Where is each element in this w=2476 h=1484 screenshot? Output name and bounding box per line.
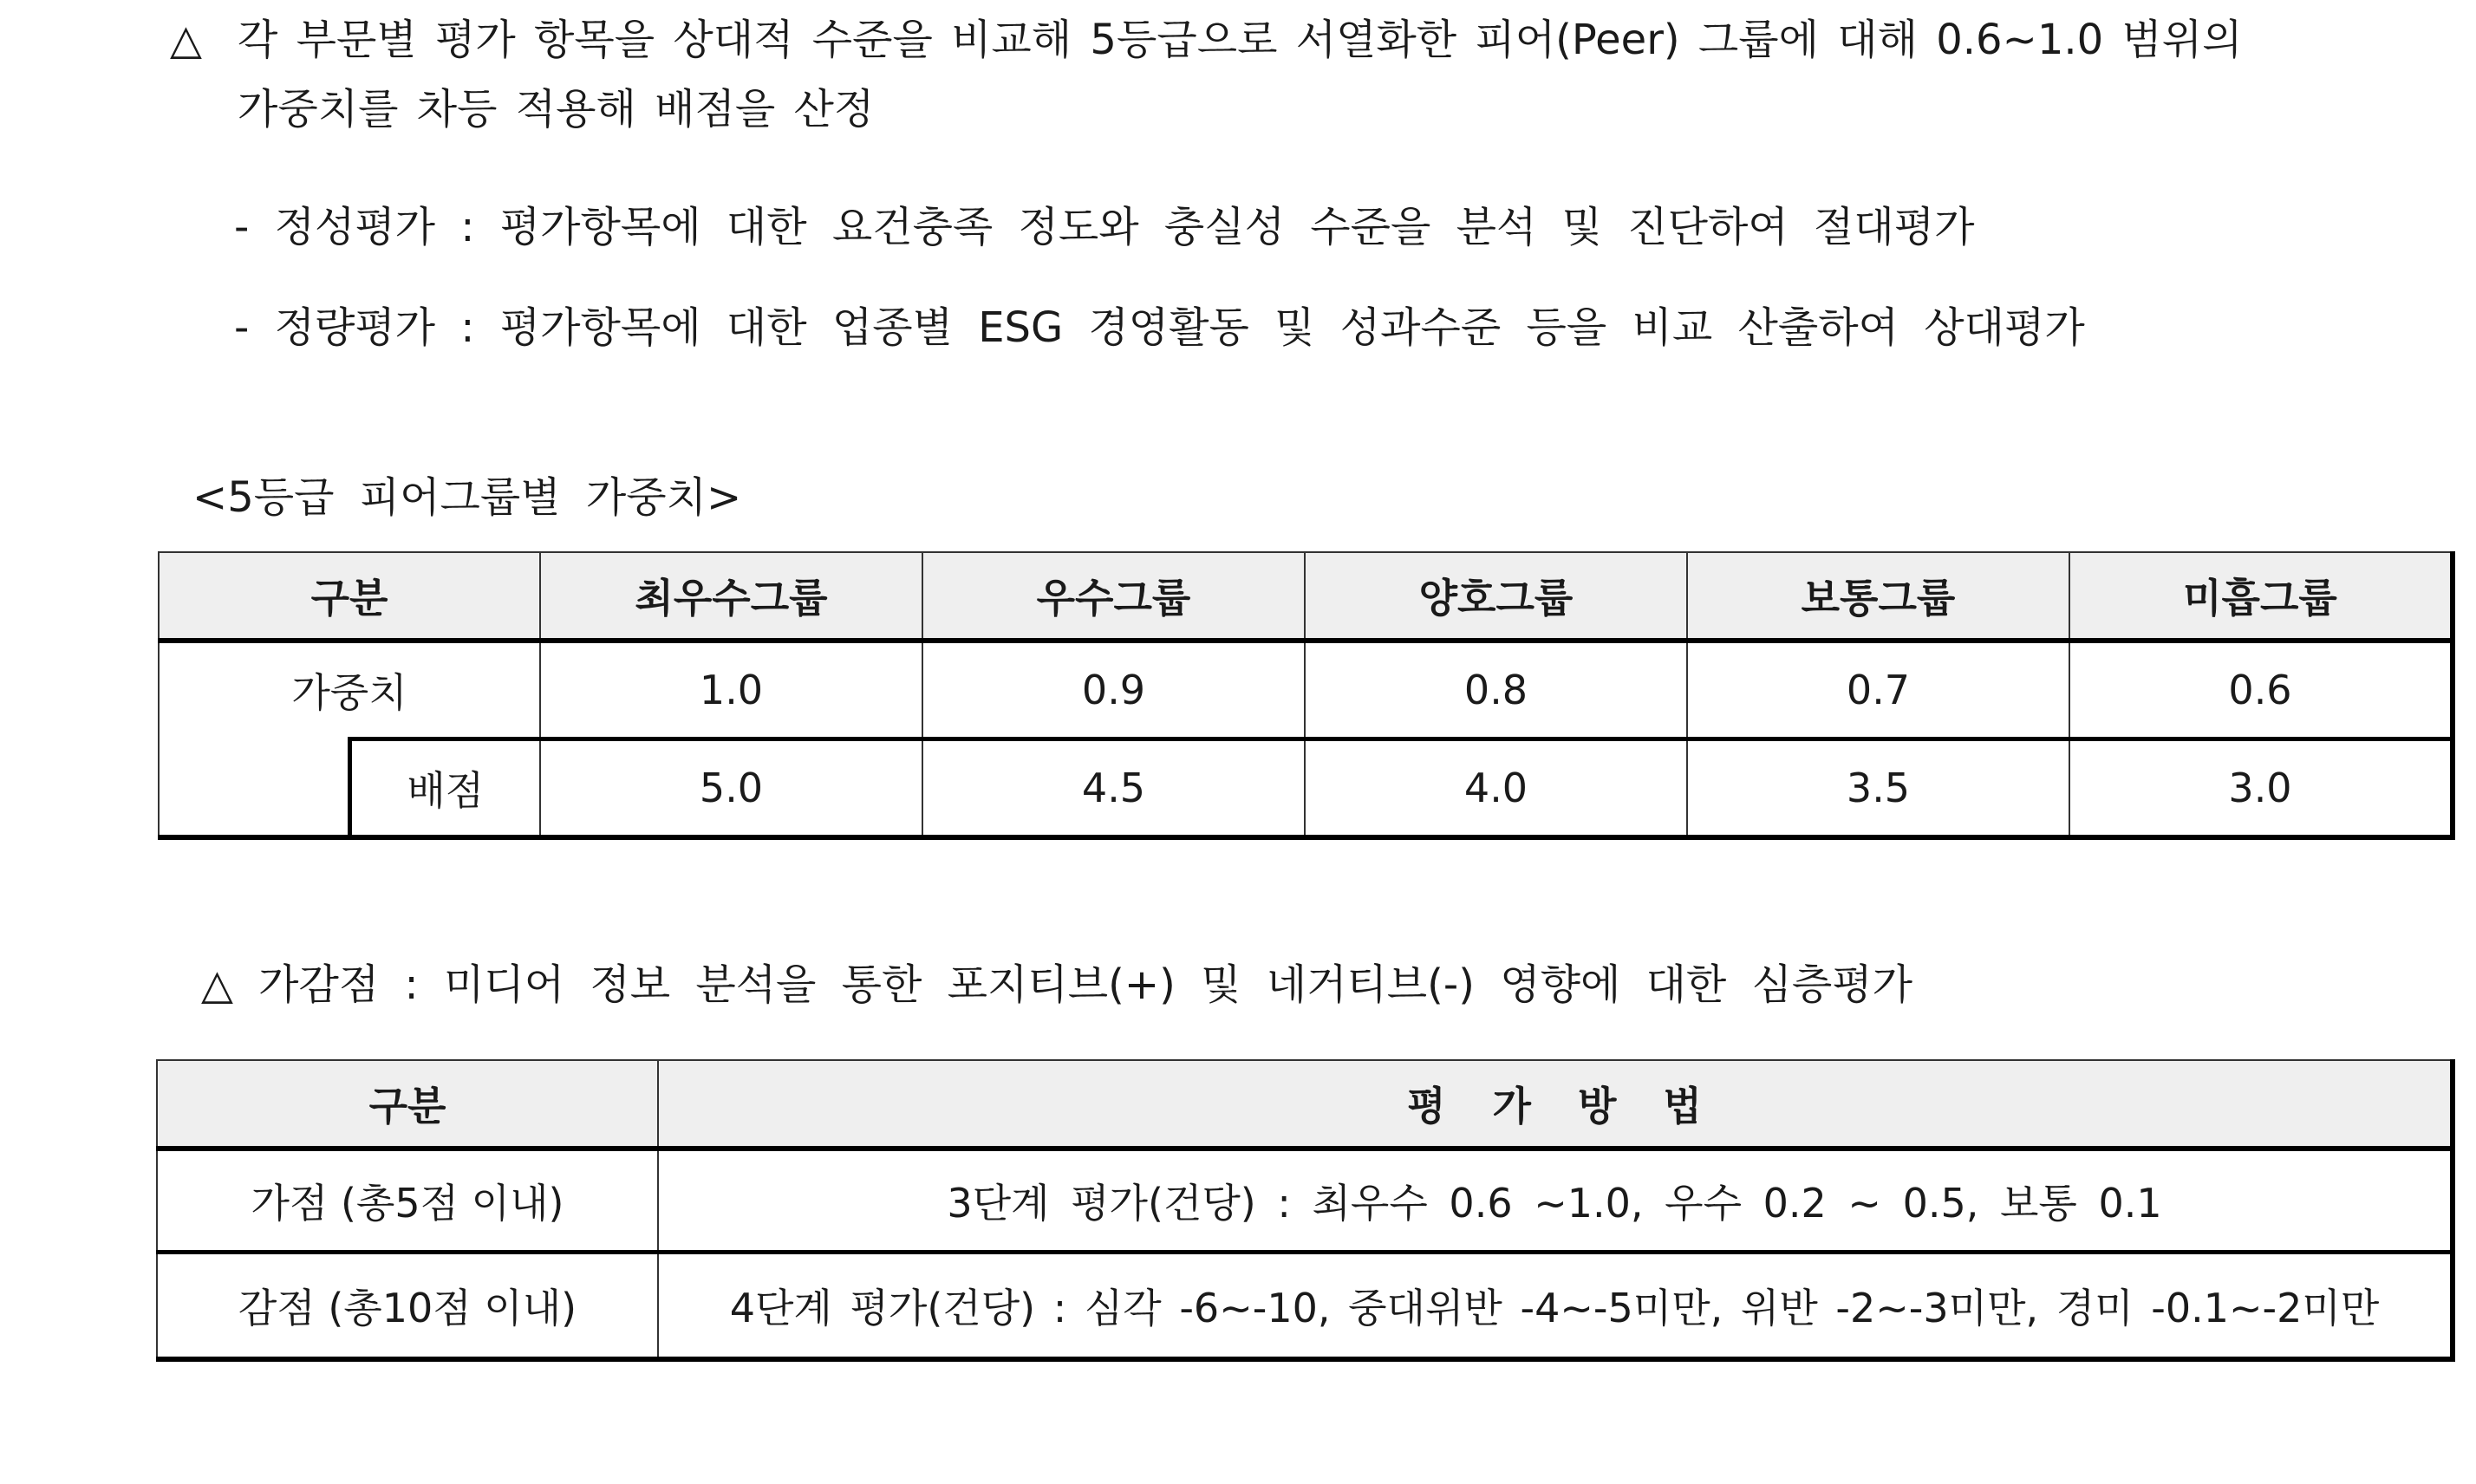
triangle-bullet-icon: △ [170, 16, 202, 64]
adjust-header-category: 구분 [157, 1060, 658, 1149]
blank-cell [159, 739, 349, 838]
header-best-group: 최우수그룹 [540, 552, 922, 641]
score-cell: 4.0 [1305, 739, 1687, 838]
score-cell: 3.0 [2069, 739, 2453, 838]
weight-label: 가중치 [159, 641, 540, 739]
weight-cell: 0.7 [1687, 641, 2069, 739]
definition-quantitative: - 정량평가 : 평가항목에 대한 업종별 ESG 경영활동 및 성과수준 등을 비교 산출하여 상대평가 [234, 303, 2085, 352]
weight-table-caption: <5등급 피어그룹별 가중치> [192, 473, 742, 522]
bonus-label: 가점 (총5점 이내) [157, 1149, 658, 1253]
intro-line-1: 각 부문별 평가 항목을 상대적 수준을 비교해 5등급으로 서열화한 피어(Peer) 그룹에 대해 0.6~1.0 범위의 [238, 16, 2243, 64]
score-cell: 5.0 [540, 739, 922, 838]
header-poor-group: 미흡그룹 [2069, 552, 2453, 641]
weight-row [159, 641, 2453, 739]
intro-paragraph [170, 5, 2389, 144]
weight-cell: 0.8 [1305, 641, 1687, 739]
weight-cell: 1.0 [540, 641, 922, 739]
score-cell: 4.5 [922, 739, 1305, 838]
weight-table-header-row [159, 552, 2453, 641]
score-cell: 3.5 [1687, 739, 2069, 838]
adjust-header-method [658, 1060, 2453, 1149]
score-label: 배점 [349, 739, 540, 838]
bonus-method: 3단계 평가(건당) : 최우수 0.6 ~1.0, 우수 0.2 ~ 0.5, 보통 0.1 [658, 1149, 2453, 1253]
penalty-row [157, 1253, 2453, 1360]
definition-qualitative: - 정성평가 : 평가항목에 대한 요건충족 정도와 충실성 수준을 분석 및 진단하여 절대평가 [234, 203, 1975, 251]
weight-cell: 0.6 [2069, 641, 2453, 739]
header-average-group: 보통그룹 [1687, 552, 2069, 641]
penalty-method: 4단계 평가(건당) : 심각 -6~-10, 중대위반 -4~-5미만, 위반 -2~-3미만, 경미 -0.1~-2미만 [658, 1253, 2453, 1360]
intro-line-2: 가중치를 차등 적용해 배점을 산정 [238, 85, 875, 133]
adjust-table [156, 1059, 2455, 1362]
weight-cell: 0.9 [922, 641, 1305, 739]
header-excellent-group: 우수그룹 [922, 552, 1305, 641]
adjust-heading: △ 가감점 : 미디어 정보 분석을 통한 포지티브(+) 및 네거티브(-) 영향에 대한 심층평가 [201, 960, 1913, 1009]
header-good-group: 양호그룹 [1305, 552, 1687, 641]
adjust-header-method-text: 평가방법 [1407, 1083, 1749, 1129]
penalty-label: 감점 (총10점 이내) [157, 1253, 658, 1360]
bonus-row [157, 1149, 2453, 1253]
header-category: 구분 [159, 552, 540, 641]
adjust-table-header-row [157, 1060, 2453, 1149]
weight-table [158, 551, 2455, 840]
score-row [159, 739, 2453, 838]
